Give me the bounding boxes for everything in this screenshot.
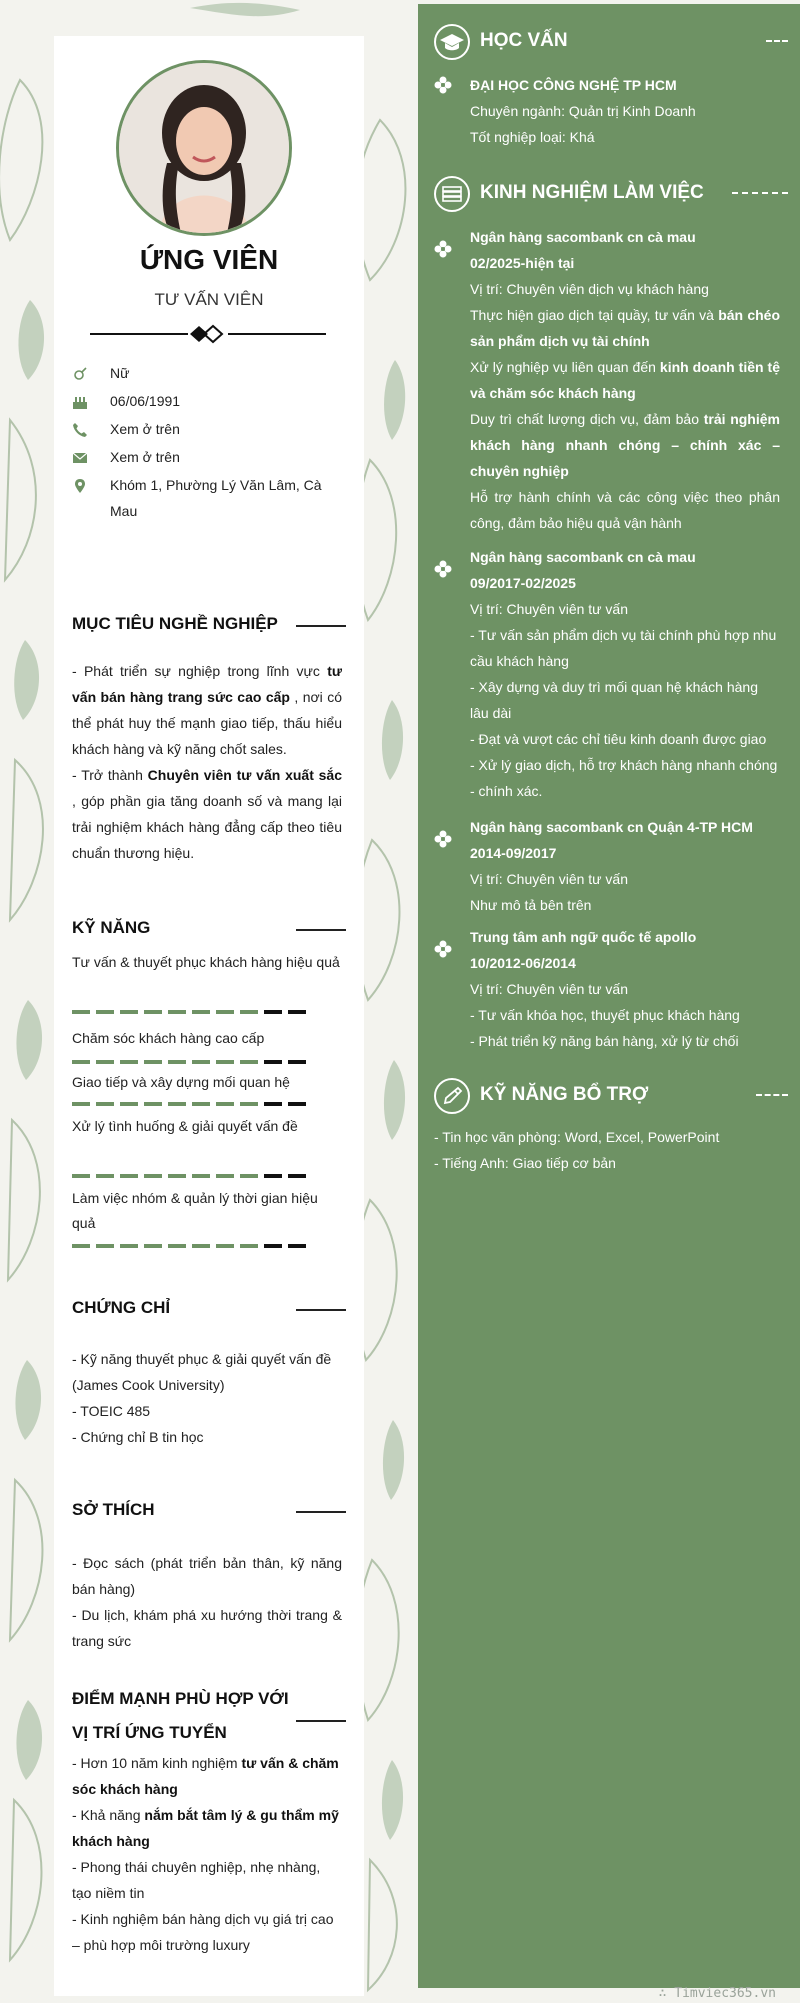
job-duty-text: Thực hiện giao dịch tại quầy, tư vấn và	[470, 307, 719, 323]
extra-skills-title: KỸ NĂNG BỔ TRỢ	[480, 1084, 649, 1105]
skill-bar	[72, 1010, 312, 1014]
job-position: Vị trí: Chuyên viên tư vấn	[470, 601, 628, 617]
email-value: Xem ở trên	[110, 449, 180, 465]
skill-bar	[72, 1102, 312, 1106]
hobby-item: - Du lịch, khám phá xu hướng thời trang & trang sức	[72, 1607, 342, 1649]
strength-1a: - Hơn 10 năm kinh nghiệm	[72, 1755, 242, 1771]
skill-bar-segment	[168, 1010, 186, 1014]
job-period: 09/2017-02/2025	[470, 575, 576, 591]
extra-skills-header	[434, 1078, 788, 1118]
certificates-list	[72, 1346, 342, 1450]
school-major: Chuyên ngành: Quản trị Kinh Doanh	[470, 103, 696, 119]
skill-bar-segment	[120, 1102, 138, 1106]
job-duty-text: Duy trì chất lượng dịch vụ, đảm bảo	[470, 411, 704, 427]
extra-skill-item: - Tiếng Anh: Giao tiếp cơ bản	[434, 1155, 616, 1171]
skill-bar-segment	[96, 1174, 114, 1178]
job-period: 10/2012-06/2014	[470, 955, 576, 971]
skill-bar-segment	[168, 1174, 186, 1178]
skill-bar-segment	[72, 1060, 90, 1064]
skill-bar-segment	[264, 1060, 282, 1064]
skill-bar-segment	[216, 1102, 234, 1106]
job-entry	[470, 924, 780, 1054]
email-row	[72, 444, 352, 470]
title-rule	[296, 625, 346, 627]
title-rule	[296, 1720, 346, 1722]
skill-bar-segment	[72, 1010, 90, 1014]
objective-p1a: - Phát triển sự nghiệp trong lĩnh vực	[72, 663, 328, 679]
job-duty	[470, 354, 780, 406]
skill-bar-segment	[72, 1244, 90, 1248]
certificate-item: - TOEIC 485	[72, 1403, 151, 1419]
job-duty: - Tư vấn sản phẩm dịch vụ tài chính phù hợp nhu cầu khách hàng	[470, 627, 777, 669]
strength-item	[72, 1750, 342, 1802]
skill-bar-segment	[216, 1174, 234, 1178]
extra-skills-list	[434, 1124, 784, 1176]
objective-p2c: , góp phần gia tăng doanh số và mang lại trải nghiệm khách hàng đẳng cấp theo tiêu chuẩn thương hiệu.	[72, 793, 342, 861]
location-pin-icon	[72, 478, 88, 494]
skill-bar-segment	[120, 1244, 138, 1248]
avatar	[116, 60, 292, 236]
skill-bar-segment	[120, 1060, 138, 1064]
portrait-image	[119, 63, 289, 233]
job-duty: Hỗ trợ hành chính và các công việc theo phân công, đảm bảo hiệu quả vận hành	[470, 489, 780, 531]
skill-bar-segment	[144, 1174, 162, 1178]
title-rule	[296, 929, 346, 931]
graduation-cap-icon	[434, 24, 470, 60]
skill-bar-segment	[288, 1174, 306, 1178]
job-position: Vị trí: Chuyên viên tư vấn	[470, 871, 628, 887]
birthday-row	[72, 388, 352, 414]
job-duty: - Phát triển kỹ năng bán hàng, xử lý từ chối	[470, 1033, 739, 1049]
job-entry	[470, 544, 780, 804]
objective-p1c: , nơi có thể phát huy thế mạnh giao tiếp, thấu hiểu khách hàng và kỹ năng chốt sales.	[72, 689, 342, 757]
flower-bullet-icon	[434, 240, 452, 258]
skill-item: Làm việc nhóm & quản lý thời gian hiệu quả	[72, 1190, 318, 1231]
job-position: Vị trí: Chuyên viên dịch vụ khách hàng	[470, 281, 709, 297]
books-icon	[434, 176, 470, 212]
skill-item: Xử lý tình huống & giải quyết vấn đề	[72, 1118, 298, 1134]
job-position: Vị trí: Chuyên viên tư vấn	[470, 981, 628, 997]
left-column	[54, 36, 364, 1996]
skill-bar-segment	[192, 1244, 210, 1248]
strength-1b: tư vấn & chăm sóc khách hàng	[72, 1755, 339, 1797]
skill-item: Tư vấn & thuyết phục khách hàng hiệu quả	[72, 954, 340, 970]
skill-bar-segment	[288, 1102, 306, 1106]
flower-bullet-icon	[434, 76, 452, 94]
strength-item	[72, 1802, 342, 1854]
job-company: Trung tâm anh ngữ quốc tế apollo	[470, 929, 697, 945]
candidate-name: ỨNG VIÊN	[139, 244, 279, 275]
skill-bar-segment	[96, 1102, 114, 1106]
job-duty-bold: kinh doanh tiền tệ và chăm sóc khách hàng	[470, 359, 780, 401]
certificates-title	[72, 1298, 346, 1318]
job-duty: - Xây dựng và duy trì mối quan hệ khách hàng lâu dài	[470, 679, 758, 721]
skill-bar-segment	[240, 1060, 258, 1064]
objective-p2b: Chuyên viên tư vấn xuất sắc	[147, 767, 342, 783]
skill-bar	[72, 1244, 312, 1248]
phone-icon	[72, 422, 88, 438]
experience-header	[434, 176, 788, 216]
flower-bullet-icon	[434, 560, 452, 578]
certificate-item: - Kỹ năng thuyết phục & giải quyết vấn đề (James Cook University)	[72, 1351, 332, 1393]
candidate-role: TƯ VẤN VIÊN	[154, 290, 264, 309]
job-period: 2014-09/2017	[470, 845, 557, 861]
strength-item: - Kinh nghiệm bán hàng dịch vụ giá trị cao – phù hợp môi trường luxury	[72, 1911, 334, 1953]
right-column	[418, 4, 800, 1988]
title-rule	[296, 1511, 346, 1513]
skill-bar-segment	[192, 1102, 210, 1106]
skill-bar-segment	[264, 1244, 282, 1248]
hobbies-list	[72, 1550, 342, 1654]
job-entry	[470, 224, 780, 536]
certificate-item: - Chứng chỉ B tin học	[72, 1429, 204, 1445]
hobbies-title	[72, 1500, 346, 1520]
strength-2a: - Khả năng	[72, 1807, 145, 1823]
skill-bar-segment	[120, 1174, 138, 1178]
strengths-title-line2: VỊ TRÍ ỨNG TUYỂN	[72, 1723, 227, 1742]
hobbies-title-text: SỞ THÍCH	[72, 1500, 155, 1519]
skill-bar-segment	[264, 1102, 282, 1106]
skill-bar-segment	[216, 1244, 234, 1248]
job-duty: - Đạt và vượt các chỉ tiêu kinh doanh được giao	[470, 731, 767, 747]
school-name: ĐẠI HỌC CÔNG NGHỆ TP HCM	[470, 77, 677, 93]
skill-bar-segment	[240, 1244, 258, 1248]
pen-nib-icon	[434, 1078, 470, 1114]
skill-bar-segment	[120, 1010, 138, 1014]
flower-bullet-icon	[434, 940, 452, 958]
envelope-icon	[72, 450, 88, 466]
skills-title	[72, 918, 346, 938]
gender-value: Nữ	[110, 365, 130, 381]
job-company: Ngân hàng sacombank cn cà mau	[470, 549, 696, 565]
extra-skill-item: - Tin học văn phòng: Word, Excel, PowerPoint	[434, 1129, 720, 1145]
skill-bar-segment	[144, 1060, 162, 1064]
skill-bar-segment	[144, 1010, 162, 1014]
education-entry	[470, 72, 780, 150]
strengths-list	[72, 1750, 342, 1958]
objective-p2a: - Trở thành	[72, 767, 148, 783]
skill-bar-segment	[264, 1174, 282, 1178]
experience-title: KINH NGHIỆM LÀM VIỆC	[480, 182, 704, 203]
skill-bar-segment	[288, 1244, 306, 1248]
education-header	[434, 24, 788, 64]
header-dash	[756, 1094, 788, 1098]
skill-bar	[72, 1060, 312, 1064]
job-duty-bold: bán chéo sản phẩm dịch vụ tài chính	[470, 307, 781, 349]
skill-bar-segment	[72, 1102, 90, 1106]
watermark-text: ∴ Timviec365.vn	[658, 1986, 776, 2001]
skill-bar-segment	[168, 1060, 186, 1064]
skill-bar-segment	[144, 1102, 162, 1106]
skill-bar-segment	[264, 1010, 282, 1014]
skill-bar-segment	[240, 1102, 258, 1106]
job-duty	[470, 406, 780, 484]
skill-bar-segment	[144, 1244, 162, 1248]
school-grade: Tốt nghiệp loại: Khá	[470, 129, 595, 145]
strengths-title	[72, 1682, 346, 1750]
gender-icon	[72, 366, 88, 382]
education-title: HỌC VẤN	[480, 30, 568, 51]
skill-bar-segment	[192, 1174, 210, 1178]
address-value: Khóm 1, Phường Lý Văn Lâm, Cà Mau	[110, 477, 322, 519]
strengths-title-line1: ĐIỂM MẠNH PHÙ HỢP VỚI	[72, 1689, 289, 1708]
birthday-value: 06/06/1991	[110, 393, 181, 409]
flower-bullet-icon	[434, 830, 452, 848]
skill-bar-segment	[216, 1060, 234, 1064]
objective-title	[72, 614, 346, 634]
skill-bar-segment	[96, 1244, 114, 1248]
job-duty: - Xử lý giao dịch, hỗ trợ khách hàng nhanh chóng - chính xác.	[470, 757, 778, 799]
strength-item: - Phong thái chuyên nghiệp, nhẹ nhàng, tạo niềm tin	[72, 1859, 321, 1901]
skill-bar	[72, 1174, 312, 1178]
strength-2b: nắm bắt tâm lý & gu thẩm mỹ khách hàng	[72, 1807, 339, 1849]
job-duty-bold: trải nghiệm khách hàng nhanh chóng – chính xác – chuyên nghiệp	[470, 411, 780, 479]
job-period: 02/2025-hiện tại	[470, 255, 575, 271]
skill-bar-segment	[168, 1102, 186, 1106]
header-dash	[732, 192, 788, 196]
job-duty	[470, 302, 780, 354]
skill-bar-segment	[288, 1010, 306, 1014]
skills-title-text: KỸ NĂNG	[72, 918, 151, 937]
job-company: Ngân hàng sacombank cn cà mau	[470, 229, 696, 245]
skill-bar-segment	[192, 1060, 210, 1064]
diamond-divider	[90, 324, 326, 344]
phone-row	[72, 416, 352, 442]
skill-bar-segment	[96, 1060, 114, 1064]
skill-bar-segment	[96, 1010, 114, 1014]
skill-bar-segment	[240, 1010, 258, 1014]
gender-row	[72, 360, 352, 386]
title-rule	[296, 1309, 346, 1311]
skill-bar-segment	[288, 1060, 306, 1064]
hobby-item: - Đọc sách (phát triển bản thân, kỹ năng bán hàng)	[72, 1555, 342, 1597]
job-entry	[470, 814, 780, 918]
job-duty: - Tư vấn khóa học, thuyết phục khách hàng	[470, 1007, 740, 1023]
skill-item: Giao tiếp và xây dựng mối quan hệ	[72, 1074, 290, 1090]
address-row	[72, 472, 352, 524]
job-duty: Như mô tả bên trên	[470, 897, 592, 913]
skill-bar-segment	[240, 1174, 258, 1178]
skill-bar-segment	[72, 1174, 90, 1178]
objective-text	[72, 658, 342, 866]
skill-bar-segment	[216, 1010, 234, 1014]
skill-bar-segment	[192, 1010, 210, 1014]
job-company: Ngân hàng sacombank cn Quận 4-TP HCM	[470, 819, 753, 835]
header-dash	[766, 40, 788, 44]
job-duty-text: Xử lý nghiệp vụ liên quan đến	[470, 359, 660, 375]
objective-p1b: tư vấn bán hàng trang sức cao cấp	[72, 663, 342, 705]
objective-title-text: MỤC TIÊU NGHỀ NGHIỆP	[72, 614, 278, 633]
certificates-title-text: CHỨNG CHỈ	[72, 1298, 171, 1317]
skill-bar-segment	[168, 1244, 186, 1248]
skill-item: Chăm sóc khách hàng cao cấp	[72, 1030, 265, 1046]
cake-icon	[72, 394, 88, 410]
phone-value: Xem ở trên	[110, 421, 180, 437]
